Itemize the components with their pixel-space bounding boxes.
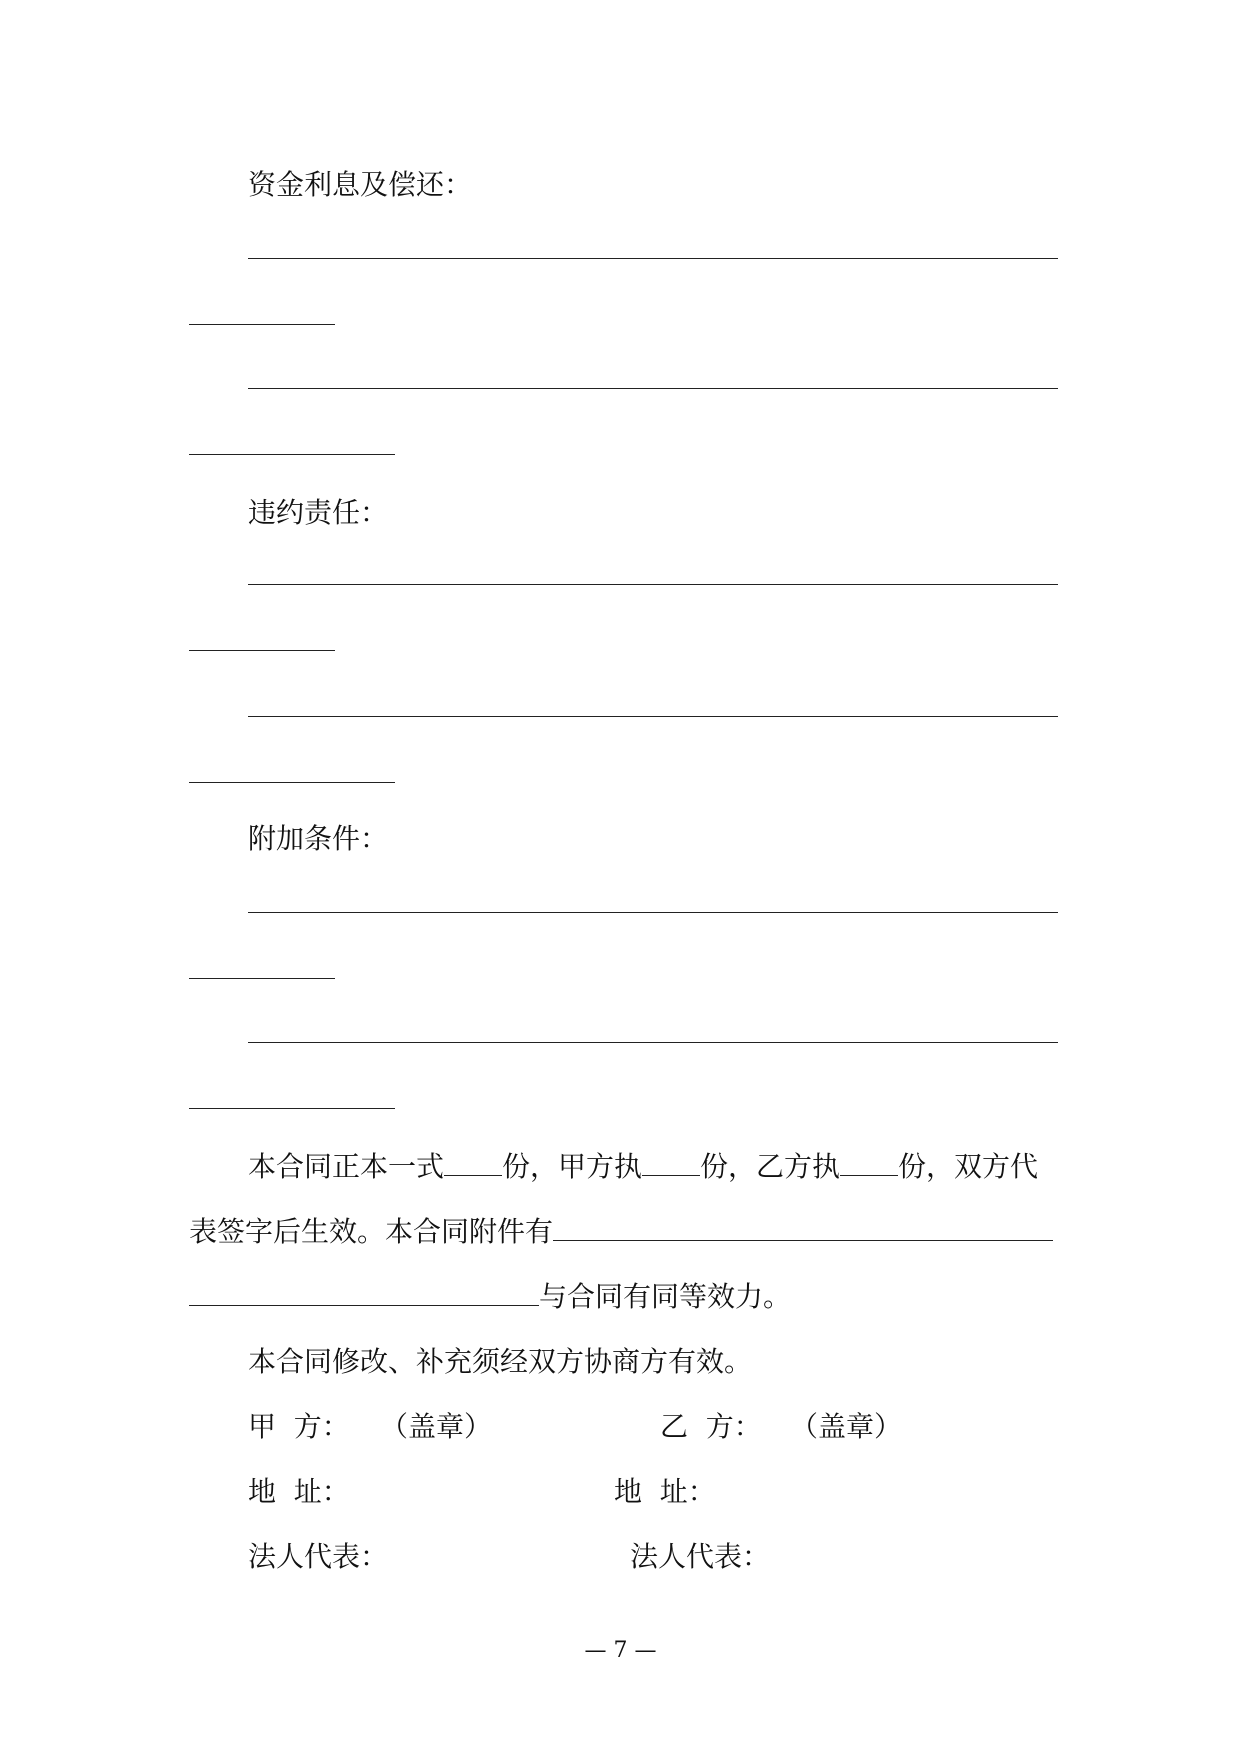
fill-line bbox=[189, 978, 335, 979]
fill-line bbox=[189, 650, 335, 651]
copies-line-2 bbox=[189, 1215, 1053, 1249]
party-a-representative-label: 法人代表： bbox=[248, 1540, 389, 1573]
copies-text: 与合同有同等效力。 bbox=[539, 1280, 792, 1313]
copies-party-b-blank[interactable] bbox=[840, 1151, 898, 1176]
attachment-blank[interactable] bbox=[553, 1216, 1053, 1241]
fill-line bbox=[248, 584, 1058, 585]
section-heading-interest: 资金利息及偿还： bbox=[248, 168, 473, 201]
amendment-text: 本合同修改、补充须经双方协商方有效。 bbox=[248, 1345, 753, 1378]
attachment-blank[interactable] bbox=[189, 1281, 539, 1306]
copies-party-a-blank[interactable] bbox=[642, 1151, 700, 1176]
fill-line bbox=[248, 716, 1058, 717]
party-b-representative-label: 法人代表： bbox=[630, 1540, 771, 1573]
section-heading-conditions: 附加条件： bbox=[248, 822, 389, 855]
copies-text: 份，甲方执 bbox=[502, 1150, 643, 1183]
fill-line bbox=[189, 454, 395, 455]
copies-line-3 bbox=[189, 1280, 791, 1314]
section-heading-breach: 违约责任： bbox=[248, 496, 389, 529]
fill-line bbox=[248, 388, 1058, 389]
copies-text: 份，双方代 bbox=[898, 1150, 1039, 1183]
fill-line bbox=[189, 782, 395, 783]
fill-line bbox=[248, 1042, 1058, 1043]
party-a-label: 甲 方： bbox=[248, 1410, 350, 1443]
copies-text: 表签字后生效。本合同附件有 bbox=[189, 1215, 554, 1248]
party-b-seal: （盖章） bbox=[790, 1410, 903, 1443]
party-b-address-label: 地 址： bbox=[614, 1475, 716, 1508]
copies-text: 份，乙方执 bbox=[700, 1150, 841, 1183]
fill-line bbox=[189, 324, 335, 325]
copies-line-1 bbox=[248, 1150, 1038, 1184]
party-a-seal: （盖章） bbox=[380, 1410, 493, 1443]
page-number: — 7 — bbox=[584, 1638, 657, 1663]
copies-total-blank[interactable] bbox=[444, 1151, 502, 1176]
copies-text: 本合同正本一式 bbox=[248, 1150, 445, 1183]
fill-line bbox=[248, 912, 1058, 913]
fill-line bbox=[189, 1108, 395, 1109]
party-b-label: 乙 方： bbox=[660, 1410, 762, 1443]
fill-line bbox=[248, 258, 1058, 259]
party-a-address-label: 地 址： bbox=[248, 1475, 350, 1508]
